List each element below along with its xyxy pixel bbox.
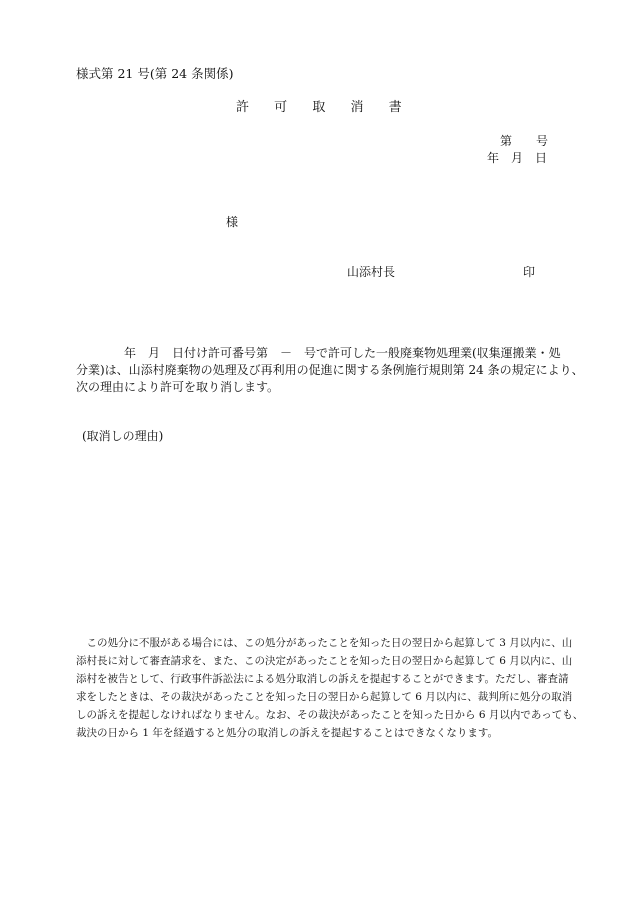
appeal-notice — [76, 634, 584, 742]
notice-line: 添村を被告として、行政事件訴訟法による処分取消しの訴えを提起することができます。ただし、審査請 — [76, 673, 569, 685]
title-char: 可 — [274, 100, 288, 115]
notice-line: この処分に不服がある場合には、この処分があったことを知った日の翌日から起算して 3 月以内に、山 — [76, 637, 573, 649]
notice-line: 裁決の日から 1 年を経過すると処分の取消しの訴えを提起することはできなくなります。 — [76, 727, 499, 739]
statement-line: 年 月 日付け許可番号第 － 号で許可した一般廃棄物処理業(収集運搬業・処 — [76, 346, 561, 360]
seal-mark: 印 — [523, 265, 536, 279]
form-number: 様式第 21 号(第 24 条関係) — [76, 66, 234, 81]
document-date: 年 月 日 — [487, 151, 548, 165]
statement-line: 分業)は、山添村廃棄物の処理及び再利用の促進に関する条例施行規則第 24 条の規定により、 — [76, 363, 584, 377]
title-char: 消 — [350, 100, 364, 115]
issuer-name: 山添村長 — [347, 265, 396, 279]
document-number: 第 号 — [500, 134, 549, 148]
title-char: 許 — [236, 100, 250, 115]
notice-line: 求をしたときは、その裁決があったことを知った日の翌日から起算して 6 月以内に、裁判所に処分の取消 — [76, 691, 573, 703]
notice-line: 添村長に対して審査請求を、また、この決定があったことを知った日の翌日から起算して 6 月以内に、山 — [76, 655, 573, 667]
addressee-honorific: 様 — [226, 215, 239, 229]
reason-heading: (取消しの理由) — [82, 429, 164, 443]
statement-line: 次の理由により許可を取り消します。 — [76, 380, 280, 394]
document-title — [236, 100, 402, 116]
notice-line: しの訴えを提起しなければなりません。なお、その裁決があったことを知った日から 6 月以内であっても、 — [76, 709, 584, 721]
revocation-statement — [76, 345, 584, 396]
title-char: 書 — [388, 100, 402, 115]
reason-blank-area — [76, 450, 556, 615]
title-char: 取 — [312, 100, 326, 115]
